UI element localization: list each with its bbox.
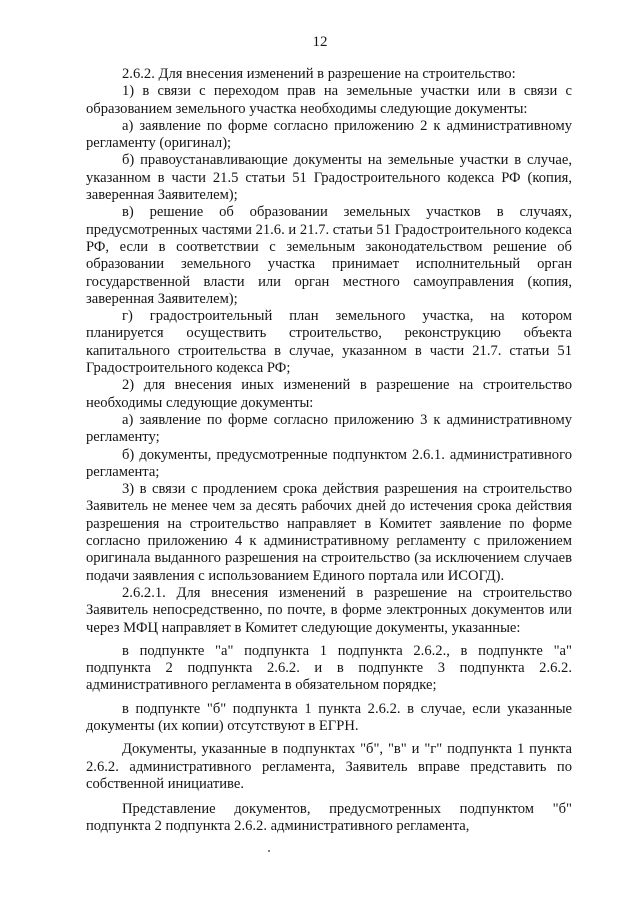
document-body [86,66,572,836]
paragraph-item-1b: б) правоустанавливающие документы на земельные участки в случае, указанном в части 21.5 статьи 51 Градостроительного кодекса РФ (копия, заверенная Заявителем); [86,152,572,204]
paragraph-subpoint-a: в подпункте "а" подпункта 1 подпункта 2.6.2., в подпункте "а" подпункта 2 подпункта 2.6.2. и в подпункте 3 подпункта 2.6.2. административного регламента в обязательном порядке; [86,642,572,694]
paragraph-item-1: 1) в связи с переходом прав на земельные участки или в связи с образованием земельного участка необходимы следующие документы: [86,83,572,117]
paragraph-item-3: 3) в связи с продлением срока действия разрешения на строительство Заявитель не менее чем за десять рабочих дней до истечения срока действия разрешения на строительство направляет в Комитет заявление по форме согласно приложению 4 к административному регламенту с приложением оригинала выданного разрешения на строительство (за исключением случаев подачи заявления с использованием Единого портала или ИСОГД). [86,481,572,584]
paragraph-optional-documents: Документы, указанные в подпунктах "б", "в" и "г" подпункта 1 пункта 2.6.2. административного регламента, Заявитель вправе представить по собственной инициативе. [86,741,572,792]
paragraph-2-6-2-heading: 2.6.2. Для внесения изменений в разрешение на строительство: [122,66,516,82]
page-number: 12 [312,34,328,50]
paragraph-item-2b: б) документы, предусмотренные подпунктом 2.6.1. административного регламента; [86,446,572,480]
paragraph-presentation: Представление документов, предусмотренных подпунктом "б" подпункта 2 подпункта 2.6.2. административного регламента, [86,801,572,835]
paragraph-item-1v: в) решение об образовании земельных участков в случаях, предусмотренных частями 21.6. и 21.7. статьи 51 Градостроительного кодекса РФ, если в соответствии с земельным законодательством решение об образовании земельного участка принимает исполнительный орган государственной власти или орган местного самоуправления (копия, заверенная Заявителем); [86,204,572,307]
paragraph-item-2a: а) заявление по форме согласно приложению 3 к административному регламенту; [86,411,572,446]
paragraph-item-2: 2) для внесения иных изменений в разрешение на строительство необходимы следующие документы: [86,377,572,411]
paragraph-item-1g: г) градостроительный план земельного участка, на котором планируется осуществить строительство, реконструкцию объекта капитального строительства в случае, указанном в части 21.7. статьи 51 Градостроительного кодекса РФ; [86,308,572,377]
paragraph-subpoint-b: в подпункте "б" подпункта 1 пункта 2.6.2. в случае, если указанные документы (их копии) отсутствуют в ЕГРН. [86,700,572,734]
paragraph-2-6-2-1: 2.6.2.1. Для внесения изменений в разрешение на строительство Заявитель непосредственно, по почте, в форме электронных документов или через МФЦ направляет в Комитет следующие документы, указанные: [86,584,572,636]
paragraph-item-1a: а) заявление по форме согласно приложению 2 к административному регламенту (оригинал); [86,117,572,152]
scan-speck [268,850,270,852]
